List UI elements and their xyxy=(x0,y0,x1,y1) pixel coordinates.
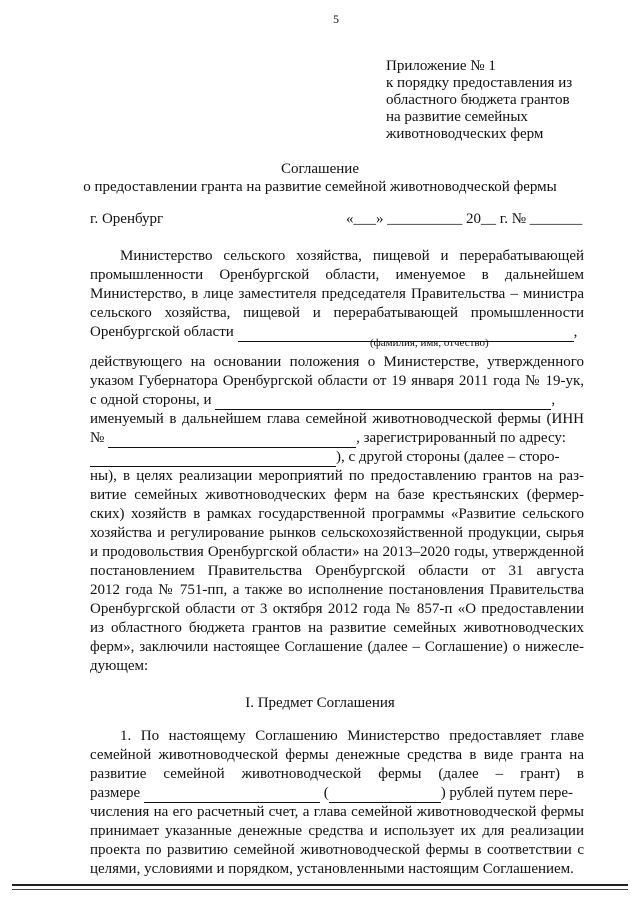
agreement-date-number: «___» __________ 20__ г. № _______ xyxy=(346,211,583,227)
comma: , xyxy=(573,324,578,340)
amount-words-blank xyxy=(329,788,441,803)
section-line: принимает указанные денежные средства и использует их для реализации xyxy=(90,823,584,839)
field-caption: (фамилия, имя, отчество) xyxy=(370,337,489,349)
preamble-line: дующем: xyxy=(90,658,149,674)
address-blank xyxy=(90,452,336,467)
document-subtitle: о предоставлении гранта на развитие семейной животноводческой фермы xyxy=(83,179,557,195)
section-line xyxy=(90,784,573,803)
appendix-line: на развитие семейных xyxy=(386,109,528,125)
preamble-line: Министерство сельского хозяйства, пищевой и перерабатывающей xyxy=(120,248,584,264)
preamble-line xyxy=(90,323,577,342)
preamble-line: указом Губернатора Оренбургской области от 19 января 2011 года № 19-ук, xyxy=(90,373,584,389)
appendix-line: животноводческих ферм xyxy=(386,126,544,142)
bottom-border xyxy=(12,884,628,886)
preamble-line: и продовольствия Оренбургской области» на 2013–2020 годы, утвержденной xyxy=(90,544,584,560)
page-number: 5 xyxy=(333,12,339,26)
appendix-block xyxy=(386,58,572,143)
inn-blank xyxy=(108,433,356,448)
preamble-line: витие семейных животноводческих ферм на базе крестьянских (фермер- xyxy=(90,487,584,503)
document-title: Соглашение xyxy=(281,161,359,177)
comma: , xyxy=(551,392,556,408)
appendix-line: к порядку предоставления из xyxy=(386,75,573,91)
preamble-line: действующего на основании положения о Министерстве, утвержденного xyxy=(90,354,584,370)
section-line: семейной животноводческой фермы денежные средства в виде гранта на xyxy=(90,747,584,763)
preamble-line: 2012 года № 751-пп, а также во исполнение постановления Правительства xyxy=(90,582,584,598)
preamble-line: из областного бюджета грантов на развитие семейных животноводческих xyxy=(90,620,584,636)
preamble-line xyxy=(90,391,555,410)
preamble-line: хозяйства и регулирование рынков сельскохозяйственной продукции, сырья xyxy=(90,525,584,541)
preamble-line: Министерство, в лице заместителя председателя Правительства – министра xyxy=(90,286,584,302)
preamble-line xyxy=(90,448,560,467)
preamble-text: , зарегистрированный по адресу: xyxy=(356,430,566,446)
preamble-line: ны), в целях реализации мероприятий по предоставлению грантов на раз- xyxy=(90,468,584,484)
section-text: ) рублей путем пере- xyxy=(440,785,574,801)
preamble-text: с одной стороны, и xyxy=(90,392,212,408)
preamble-line: ских) хозяйств в рамках государственной программы «Развитие сельского xyxy=(90,506,584,522)
bottom-border-thin xyxy=(12,889,628,890)
preamble-line: именуемый в дальнейшем глава семейной животноводческой фермы (ИНН xyxy=(90,411,584,427)
preamble-text: № xyxy=(90,430,105,446)
section-line: числения на его расчетный счет, а глава семейной животноводческой фермы xyxy=(90,804,584,820)
section-text: ( xyxy=(323,785,329,801)
section-line: проекта по развитию семейной животноводческой фермы в соответствии с xyxy=(90,842,584,858)
appendix-line: Приложение № 1 xyxy=(386,58,496,74)
preamble-line: ферм», заключили настоящее Соглашение (далее – Соглашение) о нижесле- xyxy=(90,639,584,655)
preamble-text: Оренбургской области xyxy=(90,324,234,340)
amount-blank xyxy=(144,788,320,803)
preamble-line: сельского хозяйства, пищевой и перерабатывающей промышленности xyxy=(90,305,584,321)
section-line: развитие семейной животноводческой фермы (далее – грант) в xyxy=(90,766,584,782)
section-line: 1. По настоящему Соглашению Министерство предоставляет главе xyxy=(120,728,584,744)
preamble-line: промышленности Оренбургской области, именуемое в дальнейшем xyxy=(90,267,584,283)
preamble-line: Оренбургской области от 3 октября 2012 года № 857-п «О предоставлении xyxy=(90,601,584,617)
section-line: целями, условиями и порядком, установленными настоящим Соглашением. xyxy=(90,861,574,877)
section-text: размере xyxy=(90,785,141,801)
preamble-text: ), с другой стороны (далее – сторо- xyxy=(336,449,560,465)
city: г. Оренбург xyxy=(90,211,164,227)
appendix-line: областного бюджета грантов xyxy=(386,92,570,108)
preamble-line: постановлением Правительства Оренбургской области от 31 августа xyxy=(90,563,584,579)
section-heading: I. Предмет Соглашения xyxy=(245,695,395,711)
party-blank xyxy=(215,395,551,410)
preamble-line xyxy=(90,429,566,448)
